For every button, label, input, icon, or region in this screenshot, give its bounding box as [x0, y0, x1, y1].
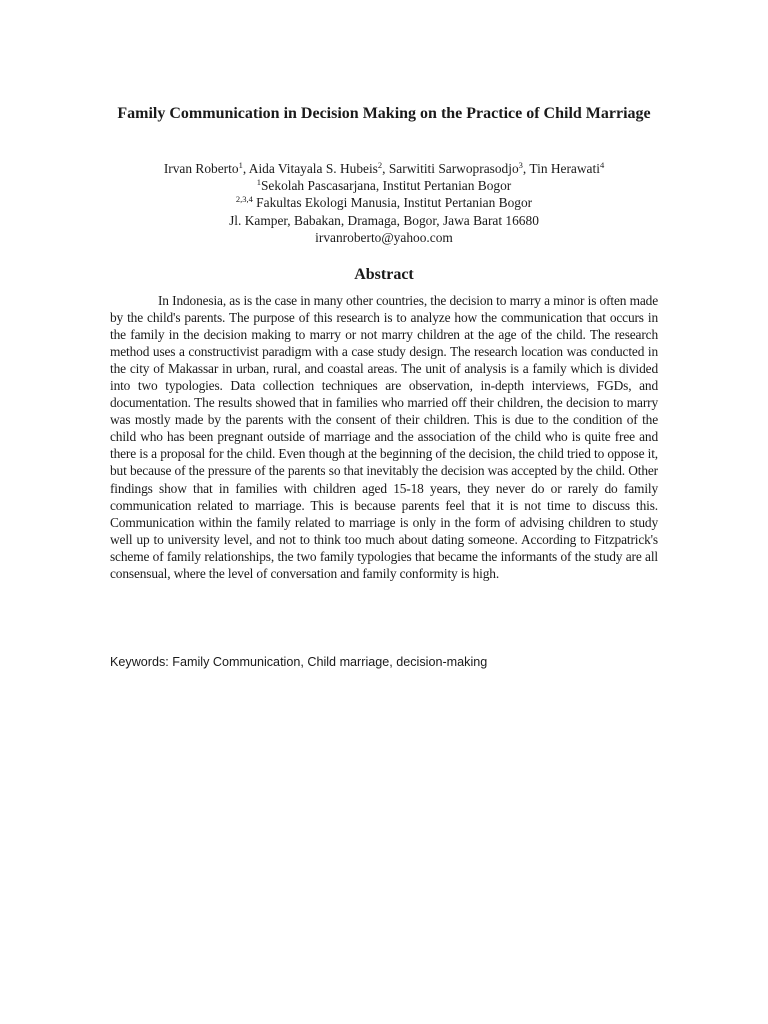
affiliation-marker: 1 [256, 177, 261, 188]
keywords-list: Family Communication, Child marriage, decision-making [172, 655, 488, 669]
abstract-heading: Abstract [354, 266, 414, 283]
author-list [60, 160, 708, 177]
author-name: Tin Herawati [529, 161, 600, 176]
paper-title: Family Communication in Decision Making on the Practice of Child Marriage [117, 105, 651, 122]
affiliation-line [60, 194, 708, 211]
author-affiliation-marker: 4 [599, 160, 605, 170]
abstract-body: In Indonesia, as is the case in many other countries, the decision to marry a minor is often made by the child's parents. The purpose of this research is to analyze how the communication that occurs in the family in the decision making to marry or not marry children at the age of the child. The research method uses a constructivist paradigm with a case study design. The research location was conducted in the city of Makassar in urban, rural, and coastal areas. The unit of analysis is a family which is divided into two typologies. Data collection techniques are observation, in-depth interviews, FGDs, and documentation. The results showed that in families who married off their children, the decision to marry was mostly made by the parents with the consent of their children. This is due to the condition of the child who has been pregnant outside of marriage and the association of the child who is quite free and there is a proposal for the child. Even though at the beginning of the decision, the child tried to oppose it, but because of the pressure of the parents so that inevitably the decision was accepted by the child. Other findings show that in families with children aged 15-18 years, they never do or rarely do family communication related to marriage. This is because parents feel that it is not time to discuss this. Communication within the family related to marriage is only in the form of advising children to study well up to university level, and not to think too much about dating someone. According to Fitzpatrick's scheme of family relationships, the two family typologies that became the informants of the study are all consensual, where the level of conversation and family conformity is high. [110, 293, 658, 581]
keywords-label: Keywords: [110, 655, 169, 669]
author-email: irvanroberto@yahoo.com [315, 229, 453, 245]
author-address: Jl. Kamper, Babakan, Dramaga, Bogor, Jawa Barat 16680 [229, 212, 539, 228]
author-affiliation-marker: 2 [377, 160, 383, 170]
author-separator: , [382, 161, 389, 176]
affiliation-marker: 2,3,4 [235, 194, 253, 205]
author-separator: , [242, 161, 249, 176]
author-block [60, 160, 708, 246]
affiliation-line [60, 177, 708, 194]
author-affiliation-marker: 1 [238, 160, 243, 170]
affiliation-text: Fakultas Ekologi Manusia, Institut Pertanian Bogor [252, 195, 533, 211]
author-name: Aida Vitayala S. Hubeis [248, 161, 378, 176]
keywords-line [110, 654, 658, 671]
author-affiliation-marker: 3 [518, 160, 523, 170]
author-name: Sarwititi Sarwoprasodjo [388, 161, 519, 176]
affiliation-text: Sekolah Pascasarjana, Institut Pertanian Bogor [260, 178, 512, 194]
author-separator: , [522, 161, 530, 176]
author-name: Irvan Roberto [163, 161, 239, 176]
